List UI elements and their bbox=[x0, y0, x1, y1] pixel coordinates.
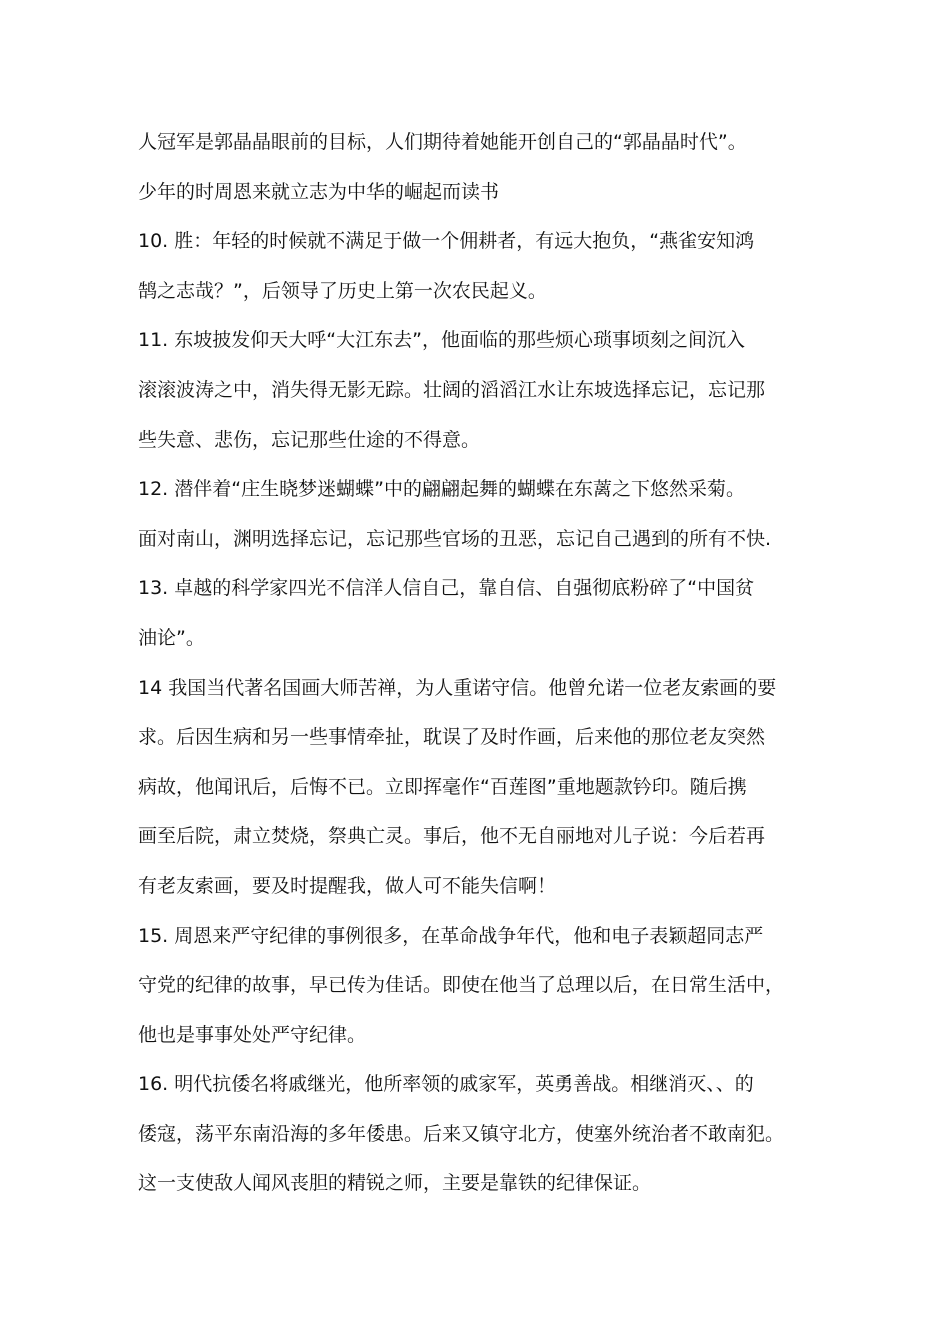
text-line: 12. 潜伴着“庄生晓梦迷蝴蝶”中的翩翩起舞的蝴蝶在东蓠之下悠然采菊。 bbox=[138, 478, 745, 501]
text-line: 病故，他闻讯后，后悔不已。立即挥毫作“百莲图”重地题款钤印。随后携 bbox=[138, 775, 747, 798]
text-line: 画至后院，肃立焚烧，祭典亡灵。事后，他不无自丽地对儿子说：今后若再 bbox=[138, 825, 766, 848]
text-line: 他也是事事处处严守纪律。 bbox=[138, 1023, 367, 1046]
text-line: 15. 周恩来严守纪律的事例很多，在革命战争年代，他和电子表颖超同志严 bbox=[138, 924, 764, 947]
document-body bbox=[138, 118, 828, 1209]
text-line: 14 我国当代著名国画大师苦禅，为人重诺守信。他曾允诺一位老友索画的要 bbox=[138, 676, 777, 699]
text-line: 这一支使敌人闻风丧胆的精锐之师，主要是靠铁的纪律保证。 bbox=[138, 1172, 652, 1195]
text-line: 倭寇，荡平东南沿海的多年倭患。后来又镇守北方，使塞外统治者不敢南犯。 bbox=[138, 1122, 785, 1145]
text-line: 滚滚波涛之中，消失得无影无踪。壮阔的滔滔江水让东坡选择忘记，忘记那 bbox=[138, 378, 766, 401]
text-line: 有老友索画，要及时提醒我，做人可不能失信啊！ bbox=[138, 874, 557, 897]
text-line: 少年的时周恩来就立志为中华的崛起而读书 bbox=[138, 180, 500, 203]
text-line: 人冠军是郭晶晶眼前的目标，人们期待着她能开创自己的“郭晶晶时代”。 bbox=[138, 131, 747, 153]
text-line: 10. 胜：年轻的时候就不满足于做一个佣耕者，有远大抱负，“燕雀安知鸿 bbox=[138, 230, 755, 253]
text-line: 16. 明代抗倭名将戚继光，他所率领的戚家军，英勇善战。相继消灭、、的 bbox=[138, 1073, 754, 1096]
text-line: 鹄之志哉？”，后领导了历史上第一次农民起义。 bbox=[138, 279, 547, 302]
text-line: 求。后因生病和另一些事情牵扯，耽误了及时作画，后来他的那位老友突然 bbox=[138, 726, 766, 749]
text-line: 面对南山，渊明选择忘记，忘记那些官场的丑恶，忘记自己遇到的所有不快. bbox=[138, 527, 772, 550]
text-line: 油论”。 bbox=[138, 626, 205, 649]
text-line: 13. 卓越的科学家四光不信洋人信自己，靠自信、自强彻底粉碎了“中国贫 bbox=[138, 577, 755, 600]
text-line: 些失意、悲伤，忘记那些仕途的不得意。 bbox=[138, 428, 481, 451]
text-line: 11. 东坡披发仰天大呼“大江东去”，他面临的那些烦心琐事顷刻之间沉入 bbox=[138, 329, 745, 352]
text-line: 守党的纪律的故事，早已传为佳话。即使在他当了总理以后，在日常生活中， bbox=[138, 974, 785, 997]
